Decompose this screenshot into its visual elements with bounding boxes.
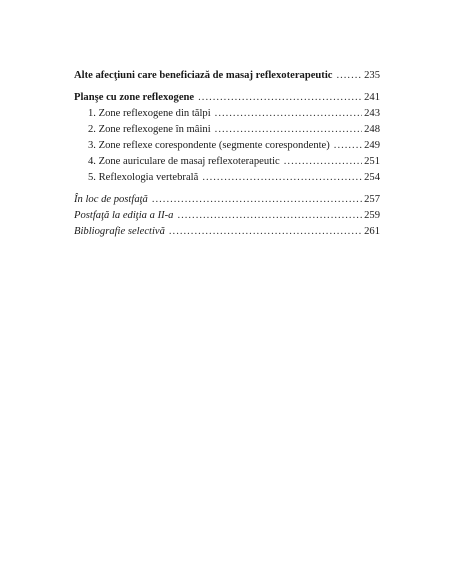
toc-entry-page: 241 (364, 92, 380, 103)
toc-subentry-1 (74, 106, 380, 122)
toc-entry-page: 243 (364, 108, 380, 119)
dot-leader (177, 208, 362, 224)
toc-entry-label: 5. Reflexologia vertebrală (88, 172, 199, 183)
dot-leader (152, 192, 362, 208)
toc-subentry-4 (74, 154, 380, 170)
toc-subentry-5 (74, 170, 380, 186)
toc-entry-page: 249 (364, 140, 380, 151)
toc-entry-page: 257 (364, 194, 380, 205)
toc-subentry-3 (74, 138, 380, 154)
dot-leader (169, 224, 362, 240)
dot-leader (215, 106, 362, 122)
toc-entry-label: Bibliografie selectivă (74, 226, 165, 237)
toc-entry-postfata-editia-2 (74, 208, 380, 224)
toc-entry-label: 1. Zone reflexogene din tălpi (88, 108, 211, 119)
toc-entry-page: 251 (364, 156, 380, 167)
dot-leader (336, 68, 362, 84)
toc-entry-label: 2. Zone reflexogene în mâini (88, 124, 211, 135)
toc-entry-bibliografie (74, 224, 380, 240)
dot-leader (215, 122, 362, 138)
toc-entry-label: 3. Zone reflexe corespondente (segmente corespondente) (88, 140, 330, 151)
toc-entry-alte-afectiuni (74, 68, 380, 84)
toc-entry-page: 235 (364, 70, 380, 81)
toc-entry-planse (74, 90, 380, 106)
dot-leader (284, 154, 362, 170)
toc-entry-label: Planşe cu zone reflexogene (74, 92, 195, 103)
dot-leader (334, 138, 362, 154)
toc-entry-label: 4. Zone auriculare de masaj reflexoterapeutic (88, 156, 280, 167)
toc-entry-page: 259 (364, 210, 380, 221)
table-of-contents (74, 68, 380, 240)
toc-entry-label: În loc de postfaţă (74, 194, 148, 205)
toc-entry-page: 261 (364, 226, 380, 237)
toc-entry-label: Alte afecţiuni care beneficiază de masaj reflexoterapeutic (74, 70, 333, 81)
dot-leader (202, 170, 362, 186)
toc-subentry-2 (74, 122, 380, 138)
toc-entry-page: 254 (364, 172, 380, 183)
toc-entry-page: 248 (364, 124, 380, 135)
dot-leader (198, 90, 362, 106)
toc-entry-label: Postfaţă la ediţia a II-a (74, 210, 174, 221)
toc-entry-postfata (74, 192, 380, 208)
